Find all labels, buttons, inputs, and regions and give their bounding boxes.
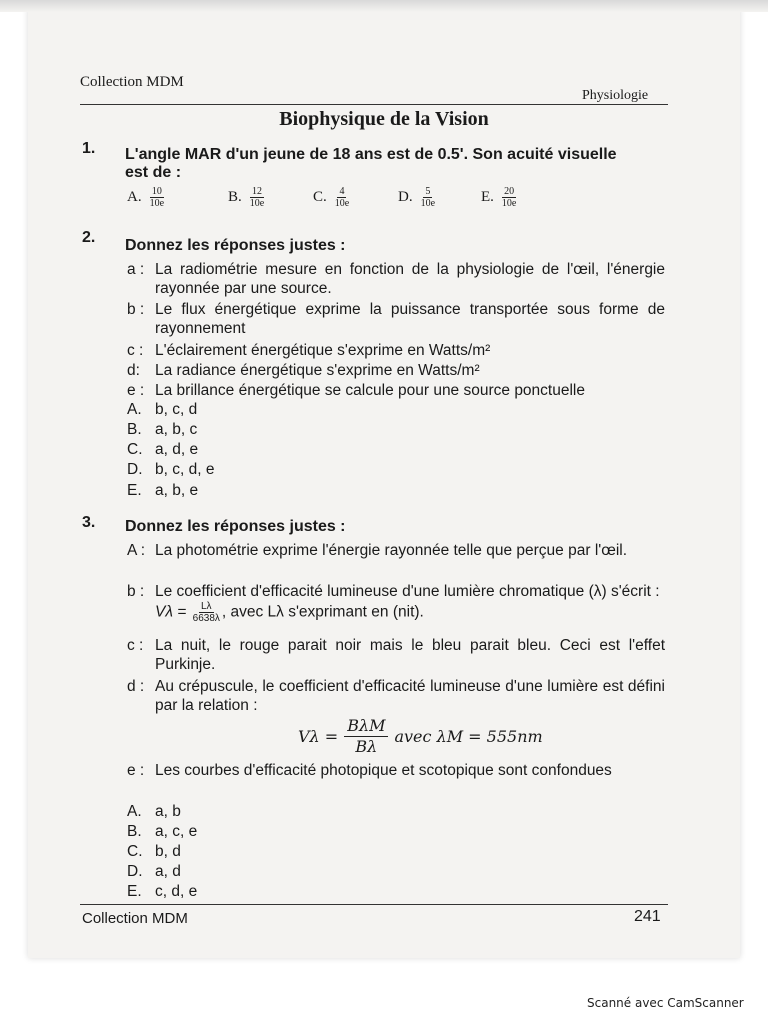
fraction-numerator: 4 <box>339 186 345 197</box>
inline-fraction <box>191 601 222 624</box>
option-text: a, d, e <box>155 441 199 458</box>
footer-collection: Collection MDM <box>82 910 188 927</box>
q2-item-d <box>127 361 667 380</box>
fraction-denominator: Bλ <box>355 737 378 756</box>
q2-item-a <box>127 260 667 298</box>
q3-option-b <box>127 822 197 841</box>
fraction-denominator: 6638λ <box>192 613 220 624</box>
q3-option-a <box>127 802 181 821</box>
q2-option-c <box>127 440 198 459</box>
formula-lhs: Vλ = <box>155 603 187 621</box>
q1-option-label: A. <box>127 189 142 205</box>
item-text: Au crépuscule, le coefficient d'efficacité lumineuse d'une lumière est défini par la relation : <box>155 678 665 714</box>
q1-option-fraction <box>419 186 437 209</box>
item-text: L'éclairement énergétique s'exprime en Watts/m² <box>155 342 491 359</box>
q2-option-e <box>127 481 198 500</box>
q3-option-d <box>127 862 181 881</box>
q1-option-label: E. <box>481 189 494 205</box>
fraction-numerator: Lλ <box>200 601 212 612</box>
item-label: d : <box>127 678 145 695</box>
option-label: E. <box>127 482 142 499</box>
option-text: b, c, d, e <box>155 461 215 478</box>
option-label: D. <box>127 461 143 478</box>
item-label: e : <box>127 382 145 399</box>
q2-number: 2. <box>82 229 96 246</box>
q1-text-line1: L'angle MAR d'un jeune de 18 ans est de 0.5'. Son acuité visuelle <box>125 146 617 163</box>
formula-fraction <box>344 716 388 757</box>
q2-item-c <box>127 341 667 360</box>
option-text: c, d, e <box>155 883 198 900</box>
option-label: B. <box>127 421 142 438</box>
formula-lhs: Vλ = <box>298 727 339 746</box>
q1-option-e <box>481 186 518 209</box>
option-text: b, c, d <box>155 401 198 418</box>
formula-rest: avec λM = 555nm <box>394 727 543 746</box>
option-label: C. <box>127 441 143 458</box>
item-label: b : <box>127 583 145 600</box>
purkinje-formula <box>298 716 543 757</box>
q3-item-b <box>127 582 667 624</box>
q2-item-b <box>127 300 667 338</box>
item-text: La nuit, le rouge parait noir mais le bleu parait bleu. Ceci est l'effet Purkinje. <box>155 637 665 673</box>
q3-item-d <box>127 677 667 715</box>
fraction-denominator: 10e <box>249 198 265 209</box>
option-label: D. <box>127 863 143 880</box>
q1-option-fraction <box>333 186 351 209</box>
scan-edge <box>0 0 768 12</box>
option-text: a, b, c <box>155 421 198 438</box>
q2-option-d <box>127 460 214 479</box>
option-text: a, b <box>155 803 181 820</box>
q3-number: 3. <box>82 514 96 531</box>
item-text: La radiance énergétique s'exprime en Watts/m² <box>155 362 480 379</box>
q1-text-line2: est de : <box>125 164 182 181</box>
item-text: Le coefficient d'efficacité lumineuse d'une lumière chromatique (λ) s'écrit : <box>155 583 660 600</box>
q1-option-fraction <box>500 186 518 209</box>
header-subject: Physiologie <box>582 88 649 103</box>
option-label: C. <box>127 843 143 860</box>
q3-item-c <box>127 636 667 674</box>
q1-option-d <box>398 186 437 209</box>
item-label: a : <box>127 261 145 278</box>
fraction-numerator: 5 <box>425 186 431 197</box>
q3-option-e <box>127 882 197 901</box>
option-text: a, d <box>155 863 181 880</box>
item-label: b : <box>127 301 145 318</box>
item-label: A : <box>127 542 146 559</box>
option-text: b, d <box>155 843 181 860</box>
header-collection: Collection MDM <box>80 74 184 90</box>
fraction-numerator: 12 <box>251 186 262 197</box>
q1-option-fraction <box>248 186 266 209</box>
q1-number: 1. <box>82 140 96 157</box>
item-label: c : <box>127 637 144 654</box>
item-text-continued: , avec Lλ s'exprimant en (nit). <box>221 603 424 621</box>
option-text: a, c, e <box>155 823 198 840</box>
q3-option-c <box>127 842 181 861</box>
footer-rule <box>80 904 668 905</box>
item-label: d: <box>127 362 140 379</box>
page-number: 241 <box>634 908 661 925</box>
header-rule <box>80 104 668 105</box>
q2-text: Donnez les réponses justes : <box>125 237 346 254</box>
q2-option-b <box>127 420 197 439</box>
option-text: a, b, e <box>155 482 199 499</box>
q2-option-a <box>127 400 197 419</box>
fraction-denominator: 10e <box>334 198 350 209</box>
q1-option-a <box>127 186 166 209</box>
option-label: B. <box>127 823 142 840</box>
fraction-denominator: 10e <box>420 198 436 209</box>
item-text: La photométrie exprime l'énergie rayonnée telle que perçue par l'œil. <box>155 542 628 559</box>
item-label: e : <box>127 762 145 779</box>
q1-option-label: B. <box>228 189 242 205</box>
scanner-watermark: Scanné avec CamScanner <box>587 996 744 1010</box>
fraction-numerator: 10 <box>151 186 162 197</box>
item-text: La brillance énergétique se calcule pour une source ponctuelle <box>155 382 585 399</box>
q1-option-label: D. <box>398 189 413 205</box>
q3-item-a <box>127 541 667 560</box>
fraction-numerator: 20 <box>504 186 515 197</box>
q1-option-fraction <box>148 186 166 209</box>
item-text: Le flux énergétique exprime la puissance transportée sous forme de rayonnement <box>155 301 665 337</box>
item-text: Les courbes d'efficacité photopique et scotopique sont confondues <box>155 762 612 779</box>
q3-text: Donnez les réponses justes : <box>125 518 346 535</box>
q1-option-b <box>228 186 266 209</box>
item-label: c : <box>127 342 144 359</box>
page-title: Biophysique de la Vision <box>279 108 489 130</box>
option-label: E. <box>127 883 142 900</box>
option-label: A. <box>127 401 142 418</box>
fraction-numerator: BλM <box>344 716 388 737</box>
q2-item-e <box>127 381 667 400</box>
item-text: La radiométrie mesure en fonction de la physiologie de l'œil, l'énergie rayonnée par une source. <box>155 261 665 297</box>
option-label: A. <box>127 803 142 820</box>
q3-item-e <box>127 761 667 780</box>
q1-option-c <box>313 186 351 209</box>
q1-option-label: C. <box>313 189 327 205</box>
fraction-denominator: 10e <box>501 198 517 209</box>
fraction-denominator: 10e <box>149 198 165 209</box>
